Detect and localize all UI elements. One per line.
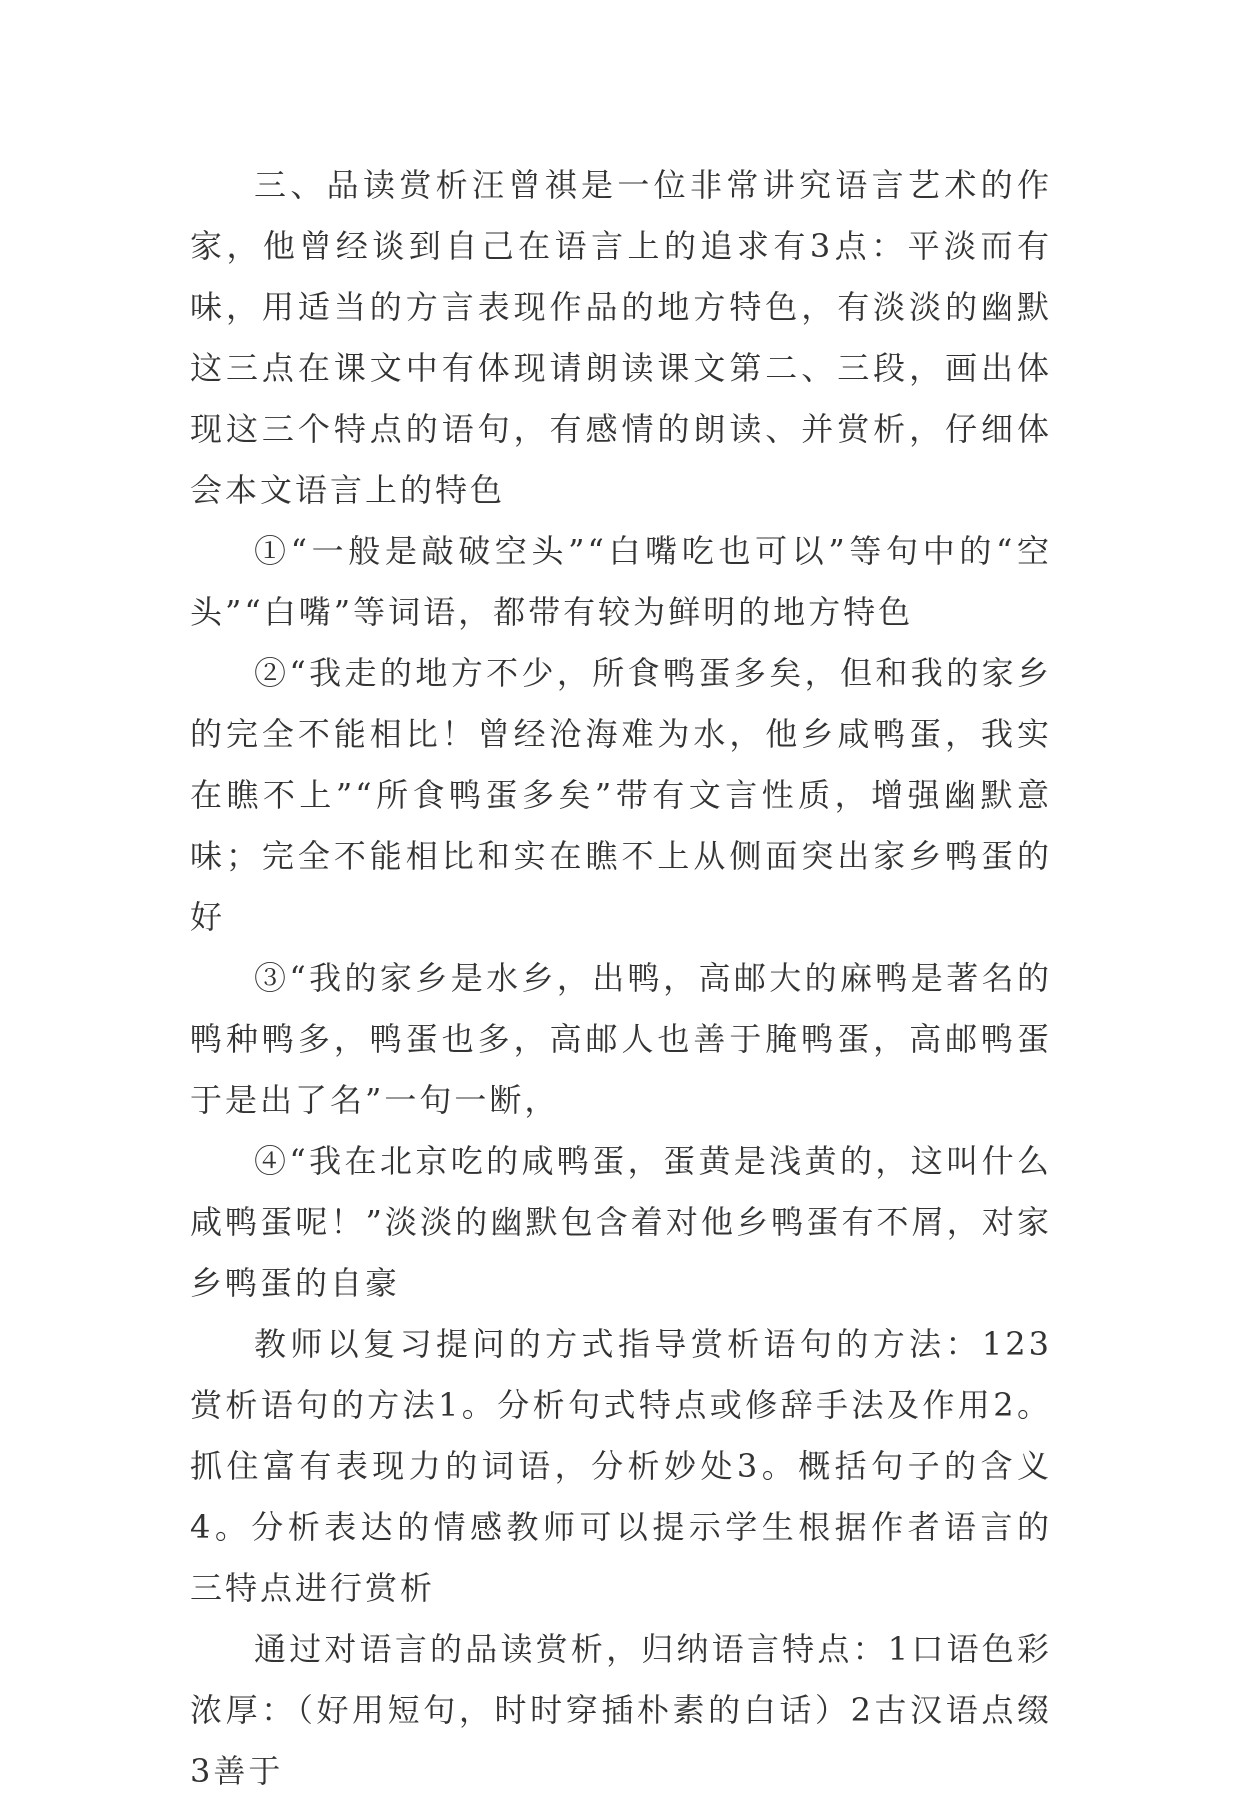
paragraph-example-2: ②“我走的地方不少，所食鸭蛋多矣，但和我的家乡的完全不能相比！曾经沧海难为水，他乡咸鸭蛋，我实在瞧不上”“所食鸭蛋多矣”带有文言性质，增强幽默意味；完全不能相比和实在瞧不上从侧面突出家乡鸭蛋的好 — [190, 654, 1052, 936]
paragraph-example-3: ③“我的家乡是水乡，出鸭，高邮大的麻鸭是著名的鸭种鸭多，鸭蛋也多，高邮人也善于腌鸭蛋，高邮鸭蛋于是出了名”一句一断， — [190, 959, 1052, 1119]
paragraph-example-4: ④“我在北京吃的咸鸭蛋，蛋黄是浅黄的，这叫什么咸鸭蛋呢！”淡淡的幽默包含着对他乡鸭蛋有不屑，对家乡鸭蛋的自豪 — [190, 1142, 1052, 1302]
paragraph-appreciation-intro: 三、品读赏析汪曾祺是一位非常讲究语言艺术的作家，他曾经谈到自己在语言上的追求有3点：平淡而有味，用适当的方言表现作品的地方特色，有淡淡的幽默这三点在课文中有体现请朗读课文第二、三段，画出体现这三个特点的语句，有感情的朗读、并赏析，仔细体会本文语言上的特色 — [190, 166, 1052, 509]
paragraph-teacher-method: 教师以复习提问的方式指导赏析语句的方法：123赏析语句的方法1。分析句式特点或修辞手法及作用2。抓住富有表现力的词语，分析妙处3。概括句子的含义4。分析表达的情感教师可以提示学生根据作者语言的三特点进行赏析 — [190, 1325, 1052, 1607]
document-body — [190, 155, 1052, 1802]
paragraph-language-summary: 通过对语言的品读赏析，归纳语言特点：1口语色彩浓厚：（好用短句，时时穿插朴素的白话）2古汉语点缀3善于 — [190, 1630, 1052, 1790]
paragraph-example-1: ①“一般是敲破空头”“白嘴吃也可以”等句中的“空头”“白嘴”等词语，都带有较为鲜明的地方特色 — [190, 532, 1052, 631]
